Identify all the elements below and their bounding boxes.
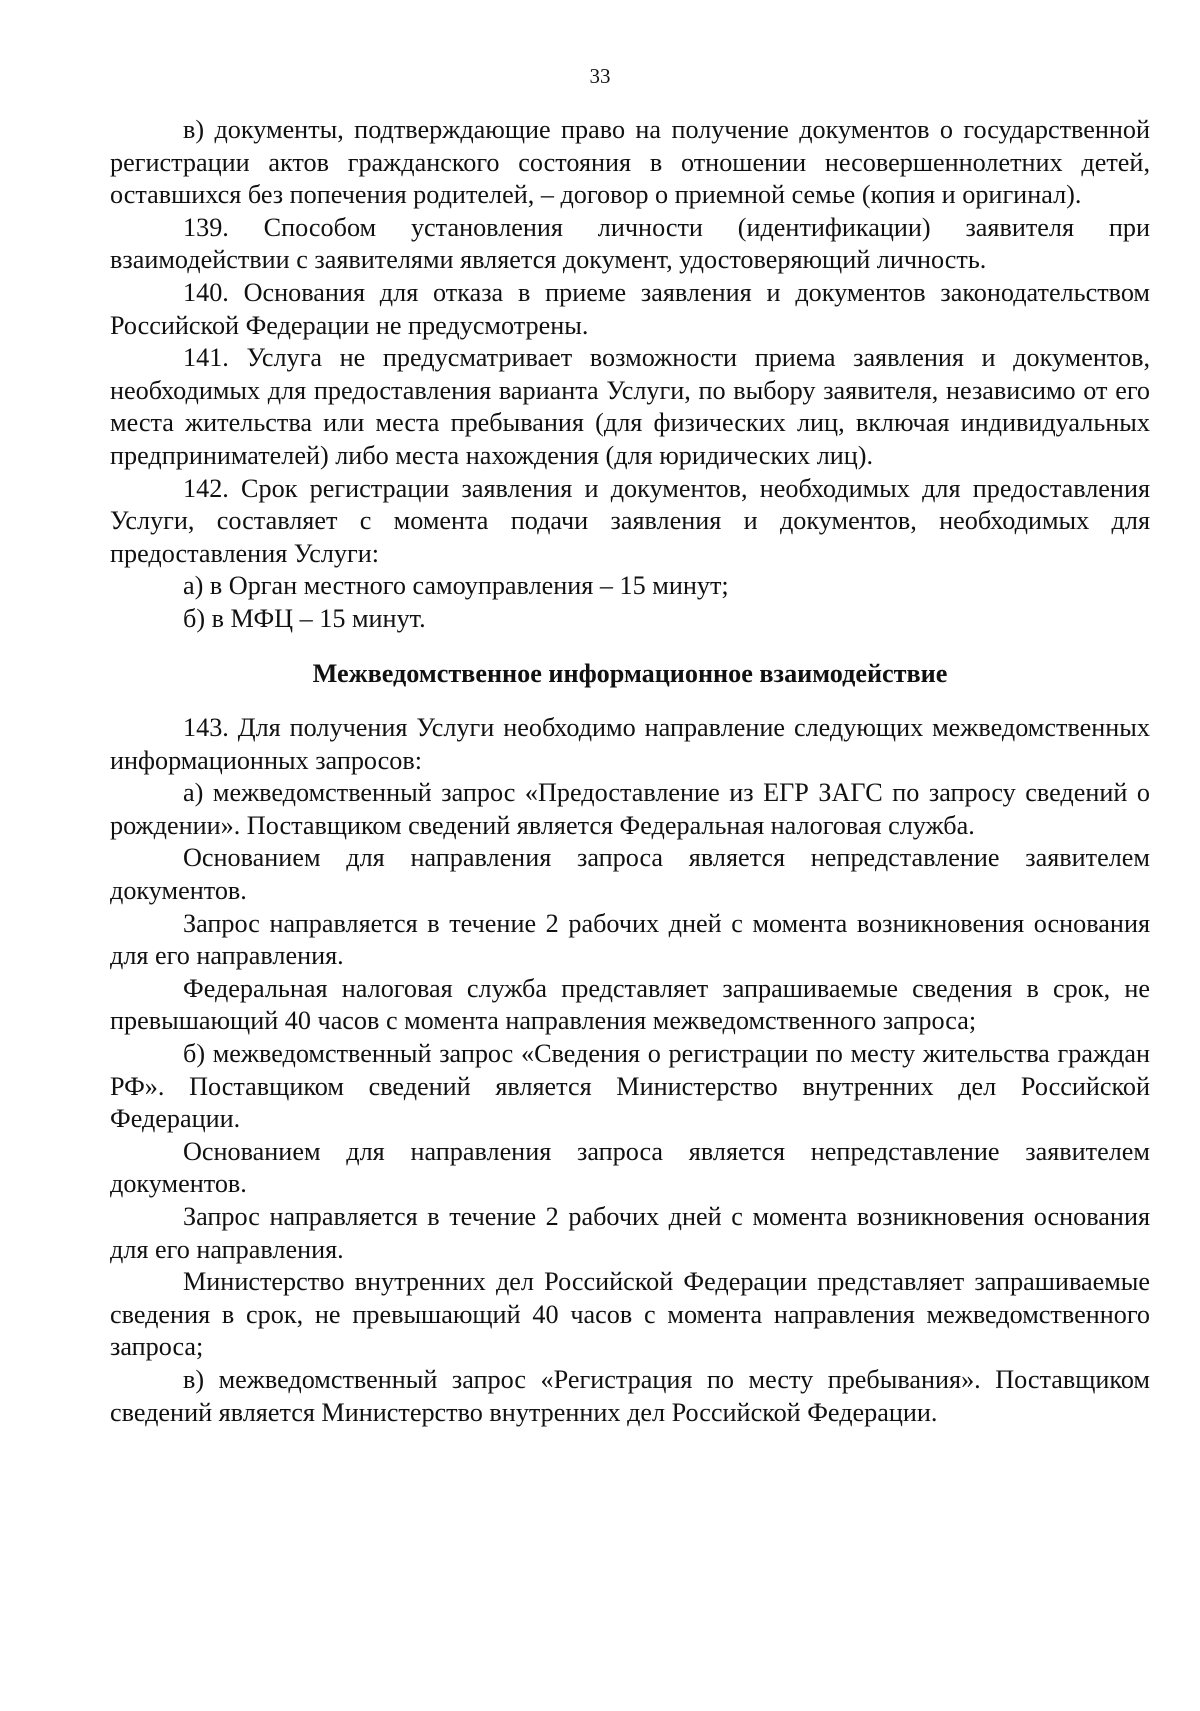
paragraph-143-b-timing: Запрос направляется в течение 2 рабочих дней с момента возникновения основания для его направления. — [110, 1202, 1150, 1264]
paragraph-140: 140. Основания для отказа в приеме заявления и документов законодательством Российской Федерации не предусмотрены. — [110, 277, 1150, 340]
section-heading: Межведомственное информационное взаимодействие — [312, 658, 948, 688]
page-number: 33 — [589, 64, 611, 88]
paragraph-143-a-provider: Федеральная налоговая служба представляет запрашиваемые сведения в срок, не превышающий 40 часов с момента направления межведомственного запроса; — [110, 973, 1150, 1036]
paragraph-143-v: в) межведомственный запрос «Регистрация по месту пребывания». Поставщиком сведений является Министерство внутренних дел Российской Федерации. — [110, 1364, 1150, 1427]
paragraph-143-a-timing: Запрос направляется в течение 2 рабочих дней с момента возникновения основания для его направления. — [110, 908, 1150, 971]
paragraph-143-a: а) межведомственный запрос «Предоставление из ЕГР ЗАГС по запросу сведений о рождении». Поставщиком сведений является Федеральная налоговая служба. — [110, 778, 1150, 840]
paragraph-143-b-provider: Министерство внутренних дел Российской Федерации представляет запрашиваемые сведения в срок, не превышающий 40 часов с момента направления межведомственного запроса; — [110, 1267, 1150, 1362]
paragraph-139: 139. Способом установления личности (идентификации) заявителя при взаимодействии с заявителями является документ, удостоверяющий личность. — [110, 212, 1150, 275]
paragraph-143: 143. Для получения Услуги необходимо направление следующих межведомственных информационных запросов: — [110, 713, 1150, 775]
paragraph-142-a: а) в Орган местного самоуправления – 15 минут; — [183, 571, 729, 601]
document-body — [110, 114, 1150, 1429]
paragraph-item-v-documents: в) документы, подтверждающие право на получение документов о государственной регистрации актов гражданского состояния в отношении несовершеннолетних детей, оставшихся без попечения родителей, – договор о приемной семье (копия и оригинал). — [110, 115, 1150, 210]
paragraph-142: 142. Срок регистрации заявления и документов, необходимых для предоставления Услуги, составляет с момента подачи заявления и документов, необходимых для предоставления Услуги: — [110, 473, 1150, 568]
paragraph-141: 141. Услуга не предусматривает возможности приема заявления и документов, необходимых для предоставления варианта Услуги, по выбору заявителя, независимо от его места жительства или места пребывания (для физических лиц, включая индивидуальных предпринимателей) либо места нахождения (для юридических лиц). — [110, 343, 1150, 470]
paragraph-143-a-basis: Основанием для направления запроса является непредставление заявителем документов. — [110, 843, 1150, 906]
paragraph-143-b: б) межведомственный запрос «Сведения о регистрации по месту жительства граждан РФ». Поставщиком сведений является Министерство внутренних дел Российской Федерации. — [110, 1039, 1150, 1134]
paragraph-142-b: б) в МФЦ – 15 минут. — [183, 603, 426, 633]
paragraph-143-b-basis: Основанием для направления запроса является непредставление заявителем документов. — [110, 1136, 1150, 1199]
